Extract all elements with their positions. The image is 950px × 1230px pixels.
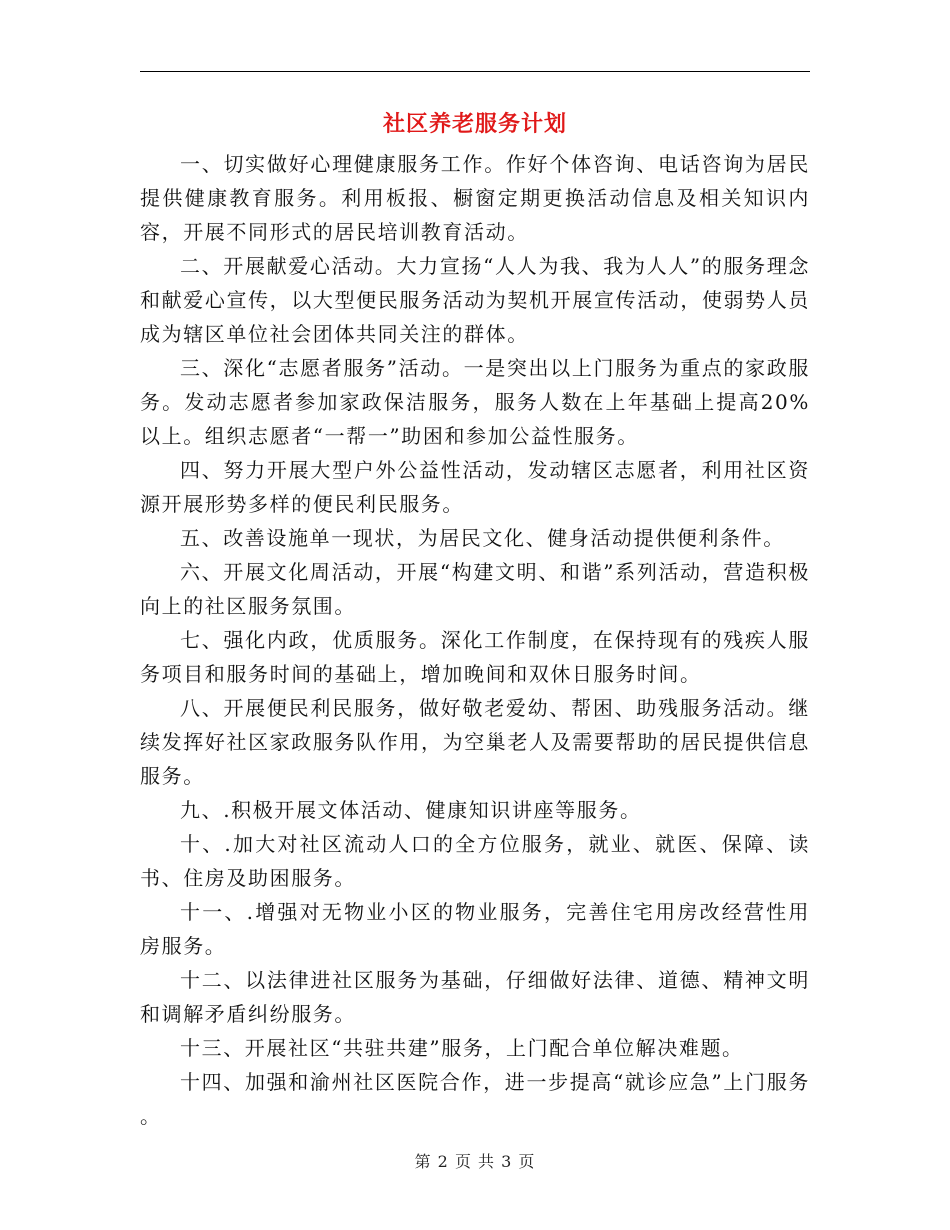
paragraph-7: 七、强化内政，优质服务。深化工作制度，在保持现有的残疾人服务项目和服务时间的基础上，增加晚间和双休日服务时间。 [140, 628, 810, 686]
paragraph-6: 六、开展文化周活动，开展“构建文明、和谐”系列活动，营造积极向上的社区服务氛围。 [140, 560, 810, 618]
paragraph-5: 五、改善设施单一现状，为居民文化、健身活动提供便利条件。 [180, 526, 785, 550]
paragraph-10: 十、.加大对社区流动人口的全方位服务，就业、就医、保障、读书、住房及助困服务。 [140, 832, 810, 890]
paragraph-13: 十三、开展社区“共驻共建”服务，上门配合单位解决难题。 [180, 1036, 744, 1060]
paragraph-2: 二、开展献爱心活动。大力宣扬“人人为我、我为人人”的服务理念和献爱心宣传，以大型便民服务活动为契机开展宣传活动，使弱势人员成为辖区单位社会团体共同关注的群体。 [140, 254, 810, 346]
paragraph-12: 十二、以法律进社区服务为基础，仔细做好法律、道德、精神文明和调解矛盾纠纷服务。 [140, 968, 810, 1026]
document-title: 社区养老服务计划 [382, 112, 567, 137]
page-number: 第 2 页 共 3 页 [414, 1152, 536, 1171]
paragraph-4: 四、努力开展大型户外公益性活动，发动辖区志愿者，利用社区资源开展形势多样的便民利民服务。 [140, 458, 810, 516]
paragraph-8: 八、开展便民利民服务，做好敬老爱幼、帮困、助残服务活动。继续发挥好社区家政服务队作用，为空巢老人及需要帮助的居民提供信息服务。 [140, 696, 810, 788]
paragraph-11: 十一、.增强对无物业小区的物业服务，完善住宅用房改经营性用房服务。 [140, 900, 810, 958]
header-rule [140, 71, 810, 72]
document-body [140, 147, 810, 1133]
paragraph-9: 九、.积极开展文体活动、健康知识讲座等服务。 [180, 798, 642, 822]
paragraph-14: 十四、加强和渝州社区医院合作，进一步提高“就诊应急”上门服务 。 [140, 1070, 810, 1128]
paragraph-1: 一、切实做好心理健康服务工作。作好个体咨询、电话咨询为居民提供健康教育服务。利用板报、橱窗定期更换活动信息及相关知识内容，开展不同形式的居民培训教育活动。 [140, 152, 810, 244]
paragraph-3: 三、深化“志愿者服务”活动。一是突出以上门服务为重点的家政服务。发动志愿者参加家政保洁服务，服务人数在上年基础上提高20%以上。组织志愿者“一帮一”助困和参加公益性服务。 [140, 356, 810, 448]
